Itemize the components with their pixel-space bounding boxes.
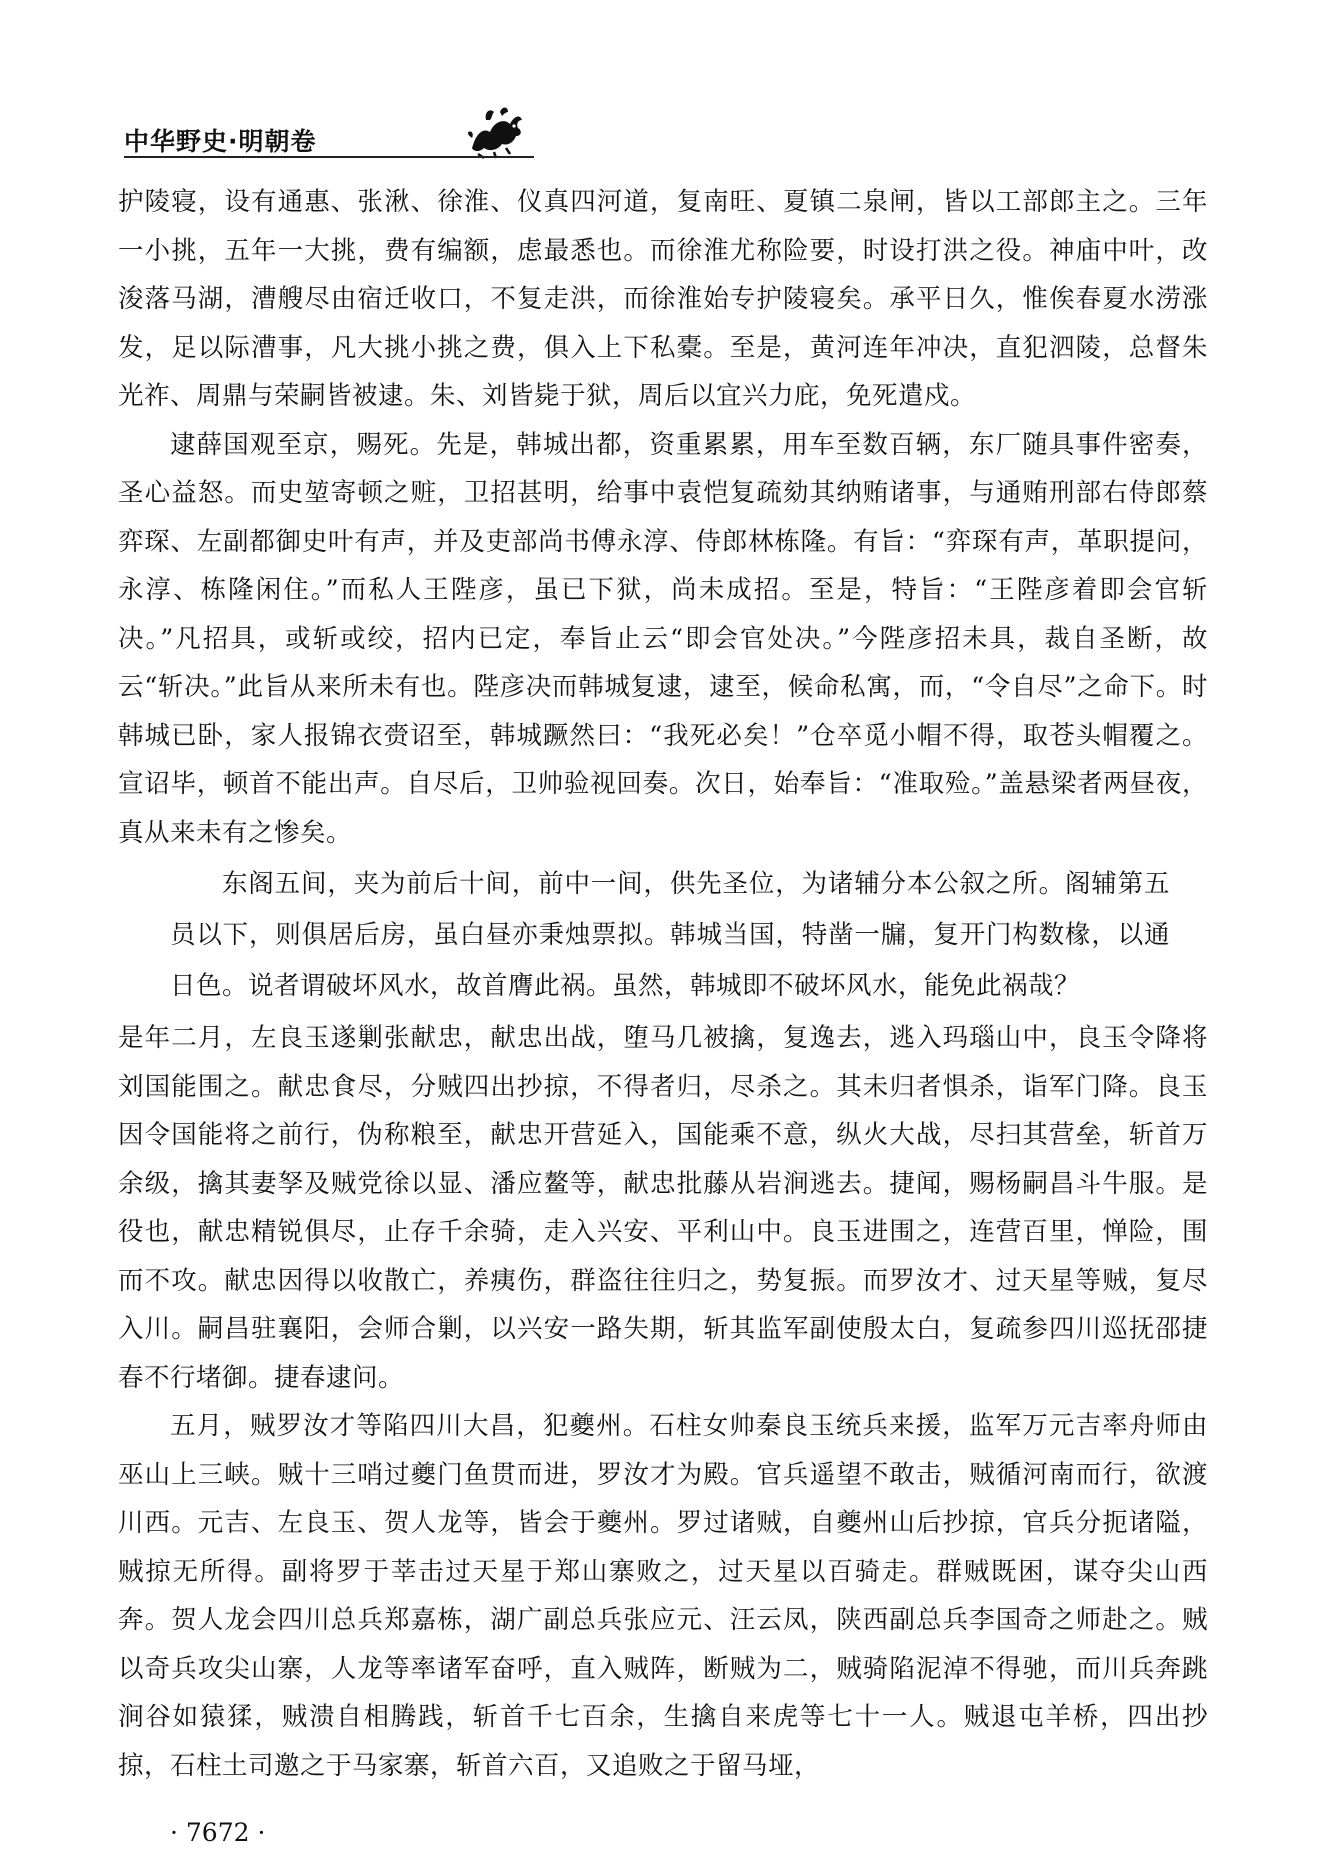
paragraph: 逮薛国观至京，赐死。先是，韩城出都，资重累累，用车至数百辆，东厂随具事件密奏，圣心益怒。而史堃寄顿之赃，卫招甚明，给事中袁恺复疏劾其纳贿诸事，与通贿刑部右侍郎蔡弈琛、左副都御史叶有声，并及吏部尚书傅永淳、侍郎林栋隆。有旨：“弈琛有声，革职提问，永淳、栋隆闲住。”而私人王陛彦，虽已下狱，尚未成招。至是，特旨：“王陛彦着即会官斩决。”凡招具，或斩或绞，招内已定，奉旨止云“即会官处决。”今陛彦招未具，裁自圣断，故云“斩决。”此旨从来所未有也。陛彦决而韩城复逮，逮至，候命私寓，而，“令自尽”之命下。时韩城已卧，家人报锦衣赍诏至，韩城蹶然曰：“我死必矣！”仓卒觅小帽不得，取苍头帽覆之。宣诏毕，顿首不能出声。自尽后，卫帅验视回奏。次日，始奉旨：“准取殓。”盖悬梁者两昼夜，真从来未有之惨矣。 [118,429,1208,848]
indented-note: 东阁五间，夹为前后十间，前中一间，供先圣位，为诸辅分本公叙之所。阁辅第五员以下，则俱居后房，虽白昼亦秉烛票拟。韩城当国，特凿一牖，复开门构数椽，以通日色。说者谓破坏风水，故首膺此祸。虽然，韩城即不破坏风水，能免此祸哉？ [170,869,1170,1001]
running-header [124,112,534,164]
book-title: 中华野史·明朝卷 [124,127,317,156]
paragraph: 是年二月，左良玉遂剿张献忠，献忠出战，堕马几被擒，复逸去，逃入玛瑙山中，良玉令降将刘国能围之。献忠食尽，分贼四出抄掠，不得者归，尽杀之。其未归者惧杀，诣军门降。良玉因令国能将之前行，伪称粮至，献忠开营延入，国能乘不意，纵火大战，尽扫其营垒，斩首万余级，擒其妻孥及贼党徐以显、潘应鳌等，献忠批藤从岩涧逃去。捷闻，赐杨嗣昌斗牛服。是役也，献忠精锐俱尽，止存千余骑，走入兴安、平利山中。良玉进围之，连营百里，惮险，围而不攻。献忠因得以收散亡，养痍伤，群盗往往归之，势复振。而罗汝才、过天星等贼，复尽入川。嗣昌驻襄阳，会师合剿，以兴安一路失期，斩其监军副使殷太白，复疏参四川巡抚邵捷春不行堵御。捷春逮问。 [118,1023,1208,1393]
dragon-emblem-icon [464,102,526,160]
page-number: · 7672 · [170,1818,266,1847]
paragraph: 护陵寝，设有通惠、张湫、徐淮、仪真四河道，复南旺、夏镇二泉闸，皆以工部郎主之。三年一小挑，五年一大挑，费有编额，虑最悉也。而徐淮尤称险要，时设打洪之役。神庙中叶，改浚落马湖，漕艘尽由宿迁收口，不复走洪，而徐淮始专护陵寝矣。承平日久，惟俟春夏水涝涨发，足以际漕事，凡大挑小挑之费，俱入上下私橐。至是，黄河连年冲决，直犯泗陵，总督朱光祚、周鼎与荣嗣皆被逮。朱、刘皆毙于狱，周后以宜兴力庇，免死遣戍。 [118,187,1208,411]
header-rule [124,156,534,158]
main-text [118,178,1208,1790]
paragraph: 五月，贼罗汝才等陷四川大昌，犯夔州。石柱女帅秦良玉统兵来援，监军万元吉率舟师由巫山上三峡。贼十三哨过夔门鱼贯而进，罗汝才为殿。官兵遥望不敢击，贼循河南而行，欲渡川西。元吉、左良玉、贺人龙等，皆会于夔州。罗过诸贼，自夔州山后抄掠，官兵分扼诸隘，贼掠无所得。副将罗于莘击过天星于郑山寨败之，过天星以百骑走。群贼既困，谋夺尖山西奔。贺人龙会四川总兵郑嘉栋，湖广副总兵张应元、汪云凤，陕西副总兵李国奇之师赴之。贼以奇兵攻尖山寨，人龙等率诸军奋呼，直入贼阵，断贼为二，贼骑陷泥淖不得驰，而川兵奔跳涧谷如猿猱，贼溃自相腾践，斩首千七百余，生擒自来虎等七十一人。贼退屯羊桥，四出抄掠，石柱土司邀之于马家寨，斩首六百，又追败之于留马垭， [118,1411,1208,1781]
